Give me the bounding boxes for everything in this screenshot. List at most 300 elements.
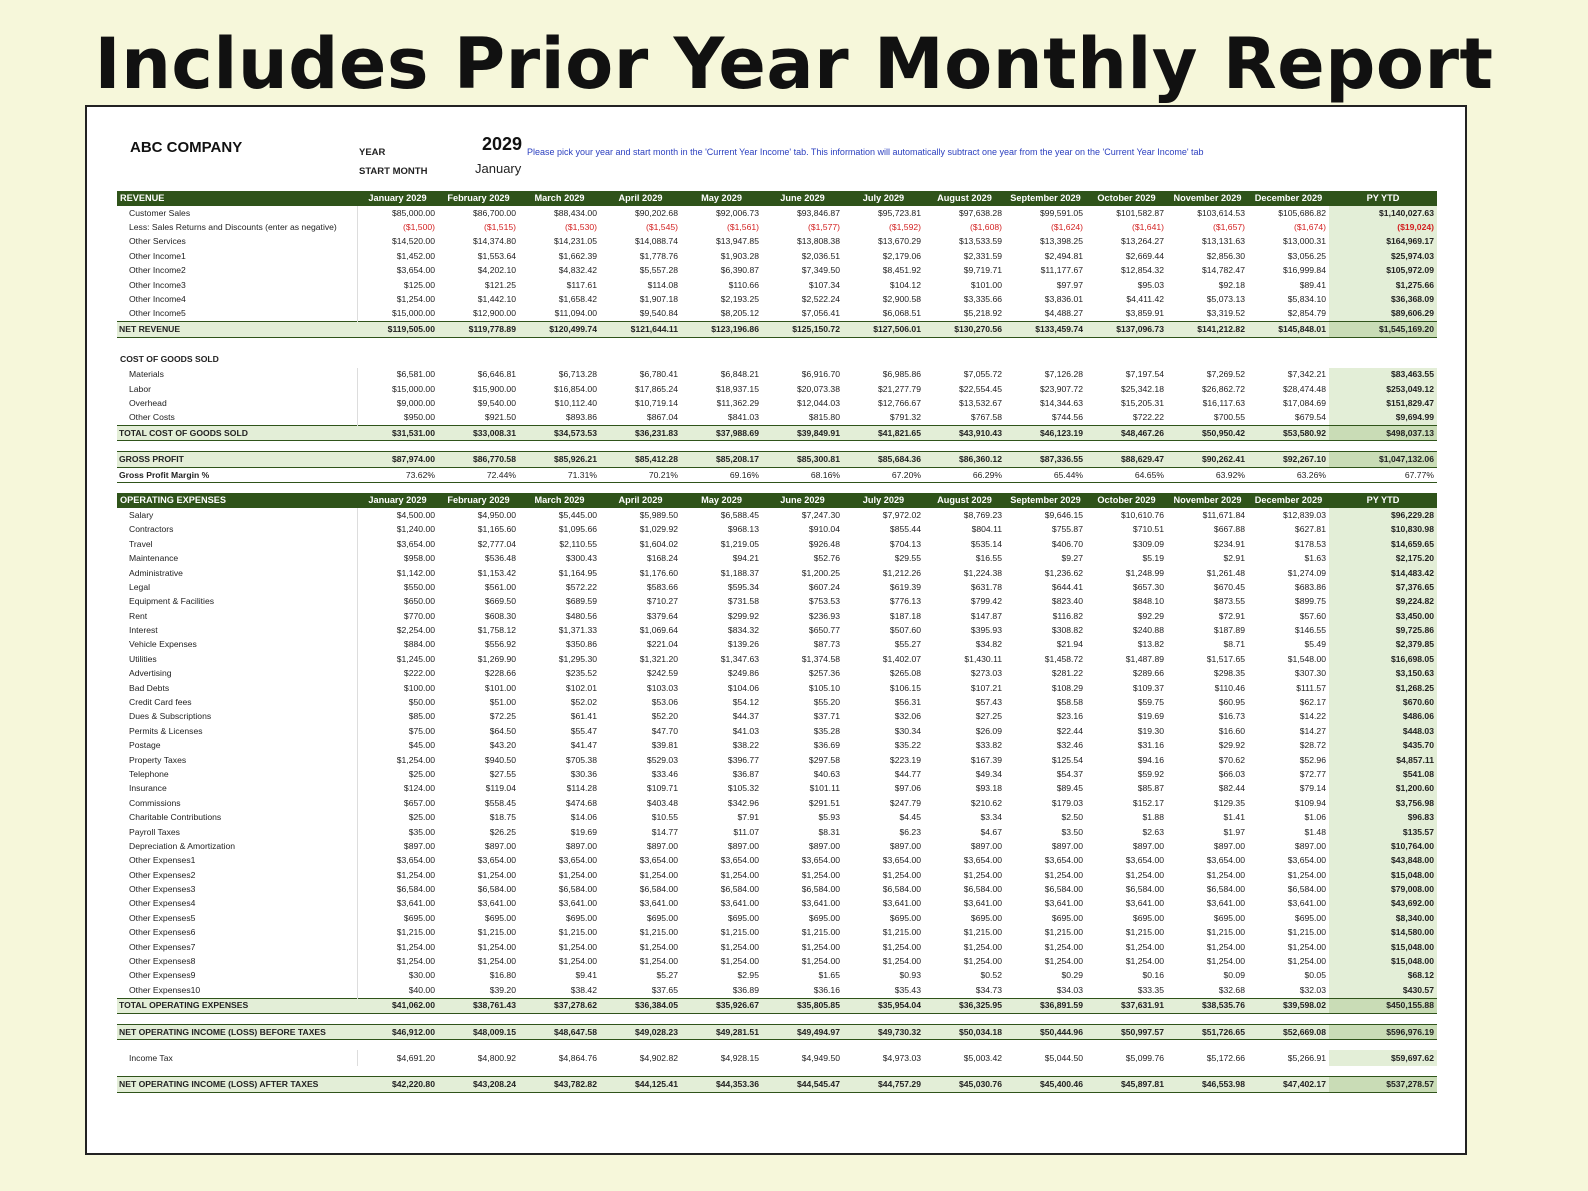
month-value-cell[interactable]: $223.19 bbox=[889, 754, 921, 765]
month-value-cell[interactable]: $109.94 bbox=[1294, 797, 1326, 808]
month-value-cell[interactable]: $10.55 bbox=[651, 812, 678, 823]
month-value-cell[interactable]: $179.03 bbox=[1051, 797, 1083, 808]
month-value-cell[interactable]: $14.22 bbox=[1299, 711, 1326, 722]
month-value-cell[interactable]: $22.44 bbox=[1056, 725, 1083, 736]
month-value-cell[interactable]: $5,003.42 bbox=[963, 1052, 1002, 1063]
month-value-cell[interactable]: $101,582.87 bbox=[1116, 207, 1164, 218]
month-value-cell[interactable]: $103,614.53 bbox=[1197, 207, 1245, 218]
month-value-cell[interactable]: $34.03 bbox=[1056, 984, 1083, 995]
month-value-cell[interactable]: $1,215.00 bbox=[477, 927, 516, 938]
month-value-cell[interactable]: $41.03 bbox=[732, 725, 759, 736]
month-value-cell[interactable]: $13,670.29 bbox=[877, 236, 921, 247]
month-value-cell[interactable]: $11,362.29 bbox=[716, 397, 759, 408]
month-value-cell[interactable]: $7,126.28 bbox=[1044, 369, 1083, 380]
month-value-cell[interactable]: $2,522.24 bbox=[801, 294, 840, 305]
month-value-cell[interactable]: $234.91 bbox=[1213, 538, 1245, 549]
month-value-cell[interactable]: $5,989.50 bbox=[639, 509, 678, 520]
month-value-cell[interactable]: $1,254.00 bbox=[1206, 956, 1245, 967]
month-value-cell[interactable]: $683.86 bbox=[1294, 581, 1326, 592]
month-value-cell[interactable]: $6,780.41 bbox=[639, 369, 678, 380]
month-value-cell[interactable]: $855.44 bbox=[889, 524, 921, 535]
month-value-cell[interactable]: $1,254.00 bbox=[963, 956, 1002, 967]
month-value-cell[interactable]: $187.89 bbox=[1213, 625, 1245, 636]
month-value-cell[interactable]: $695.00 bbox=[1294, 912, 1326, 923]
month-value-cell[interactable]: $13,533.59 bbox=[958, 236, 1002, 247]
month-value-cell[interactable]: ($1,657) bbox=[1212, 222, 1245, 233]
month-value-cell[interactable]: $93.18 bbox=[975, 783, 1002, 794]
month-value-cell[interactable]: $1,254.00 bbox=[801, 941, 840, 952]
month-value-cell[interactable]: $9.27 bbox=[1061, 553, 1083, 564]
month-value-cell[interactable]: $897.00 bbox=[970, 840, 1002, 851]
month-value-cell[interactable]: $3,319.52 bbox=[1206, 308, 1245, 319]
month-value-cell[interactable]: $689.59 bbox=[565, 596, 597, 607]
month-value-cell[interactable]: $3,641.00 bbox=[882, 898, 921, 909]
month-value-cell[interactable]: $403.48 bbox=[646, 797, 678, 808]
month-value-cell[interactable]: $657.30 bbox=[1132, 581, 1164, 592]
month-value-cell[interactable]: $88,434.00 bbox=[553, 207, 597, 218]
month-value-cell[interactable]: $0.52 bbox=[980, 970, 1002, 981]
month-value-cell[interactable]: $19.69 bbox=[1137, 711, 1164, 722]
month-value-cell[interactable]: $178.53 bbox=[1294, 538, 1326, 549]
month-value-cell[interactable]: $1,254.00 bbox=[396, 754, 435, 765]
month-value-cell[interactable]: $57.60 bbox=[1299, 610, 1326, 621]
month-value-cell[interactable]: $6,588.45 bbox=[720, 509, 759, 520]
month-value-cell[interactable]: $1,224.38 bbox=[963, 567, 1002, 578]
month-value-cell[interactable]: $1,254.00 bbox=[801, 956, 840, 967]
month-value-cell[interactable]: $104.06 bbox=[727, 682, 759, 693]
month-value-cell[interactable]: $247.79 bbox=[889, 797, 921, 808]
month-value-cell[interactable]: $607.24 bbox=[808, 581, 840, 592]
month-value-cell[interactable]: $51.00 bbox=[489, 697, 516, 708]
month-value-cell[interactable]: $107.34 bbox=[808, 279, 840, 290]
month-value-cell[interactable]: $90,202.68 bbox=[634, 207, 678, 218]
month-value-cell[interactable]: $1,254.00 bbox=[720, 869, 759, 880]
month-value-cell[interactable]: $3,056.25 bbox=[1287, 250, 1326, 261]
month-value-cell[interactable]: $0.29 bbox=[1061, 970, 1083, 981]
month-value-cell[interactable]: $848.10 bbox=[1132, 596, 1164, 607]
month-value-cell[interactable]: $921.50 bbox=[484, 412, 516, 423]
month-value-cell[interactable]: $32.68 bbox=[1218, 984, 1245, 995]
month-value-cell[interactable]: $695.00 bbox=[1213, 912, 1245, 923]
month-value-cell[interactable]: $39.81 bbox=[651, 740, 678, 751]
month-value-cell[interactable]: $4.45 bbox=[899, 812, 921, 823]
month-value-cell[interactable]: $72.91 bbox=[1218, 610, 1245, 621]
month-value-cell[interactable]: $4.67 bbox=[980, 826, 1002, 837]
month-value-cell[interactable]: $480.56 bbox=[565, 610, 597, 621]
month-value-cell[interactable]: $97.97 bbox=[1056, 279, 1083, 290]
month-value-cell[interactable]: ($1,674) bbox=[1293, 222, 1326, 233]
month-value-cell[interactable]: $650.77 bbox=[808, 625, 840, 636]
month-value-cell[interactable]: $791.32 bbox=[889, 412, 921, 423]
month-value-cell[interactable]: $753.53 bbox=[808, 596, 840, 607]
month-value-cell[interactable]: $1,295.30 bbox=[558, 653, 597, 664]
month-value-cell[interactable]: $1,374.58 bbox=[801, 653, 840, 664]
month-value-cell[interactable]: $744.56 bbox=[1051, 412, 1083, 423]
month-value-cell[interactable]: $44.37 bbox=[732, 711, 759, 722]
month-value-cell[interactable]: $3,641.00 bbox=[1206, 898, 1245, 909]
month-value-cell[interactable]: $1,200.25 bbox=[801, 567, 840, 578]
month-value-cell[interactable]: $1,452.00 bbox=[396, 250, 435, 261]
month-value-cell[interactable]: $1.65 bbox=[818, 970, 840, 981]
month-value-cell[interactable]: $38.22 bbox=[732, 740, 759, 751]
month-value-cell[interactable]: $13,532.67 bbox=[958, 397, 1002, 408]
month-value-cell[interactable]: $6,584.00 bbox=[558, 884, 597, 895]
month-value-cell[interactable]: $125.00 bbox=[403, 279, 435, 290]
month-value-cell[interactable]: $1,517.65 bbox=[1206, 653, 1245, 664]
month-value-cell[interactable]: $85,000.00 bbox=[391, 207, 435, 218]
month-value-cell[interactable]: $968.13 bbox=[727, 524, 759, 535]
month-value-cell[interactable]: $1,254.00 bbox=[477, 956, 516, 967]
month-value-cell[interactable]: $17,865.24 bbox=[634, 383, 678, 394]
month-value-cell[interactable]: $2,494.81 bbox=[1044, 250, 1083, 261]
month-value-cell[interactable]: $16,117.63 bbox=[1202, 397, 1245, 408]
month-value-cell[interactable]: $26,862.72 bbox=[1201, 383, 1245, 394]
month-value-cell[interactable]: $3,654.00 bbox=[396, 855, 435, 866]
month-value-cell[interactable]: $926.48 bbox=[808, 538, 840, 549]
month-value-cell[interactable]: $1,254.00 bbox=[1287, 869, 1326, 880]
month-value-cell[interactable]: $13,131.63 bbox=[1201, 236, 1245, 247]
month-value-cell[interactable]: $1,215.00 bbox=[801, 927, 840, 938]
month-value-cell[interactable]: $55.47 bbox=[570, 725, 597, 736]
month-value-cell[interactable]: $4,488.27 bbox=[1044, 308, 1083, 319]
month-value-cell[interactable]: $1,321.20 bbox=[639, 653, 678, 664]
month-value-cell[interactable]: $7.91 bbox=[737, 812, 759, 823]
month-value-cell[interactable]: $1,261.48 bbox=[1206, 567, 1245, 578]
month-value-cell[interactable]: $47.70 bbox=[651, 725, 678, 736]
month-value-cell[interactable]: $6.23 bbox=[899, 826, 921, 837]
month-value-cell[interactable]: $1,254.00 bbox=[639, 941, 678, 952]
month-value-cell[interactable]: $3,654.00 bbox=[882, 855, 921, 866]
month-value-cell[interactable]: $1,254.00 bbox=[801, 869, 840, 880]
month-value-cell[interactable]: $710.27 bbox=[646, 596, 678, 607]
month-value-cell[interactable]: $695.00 bbox=[808, 912, 840, 923]
month-value-cell[interactable]: $8,451.92 bbox=[882, 265, 921, 276]
month-value-cell[interactable]: $704.13 bbox=[889, 538, 921, 549]
month-value-cell[interactable]: $1,778.76 bbox=[639, 250, 678, 261]
month-value-cell[interactable]: $6,985.86 bbox=[882, 369, 921, 380]
month-value-cell[interactable]: $3,654.00 bbox=[720, 855, 759, 866]
month-value-cell[interactable]: $105.10 bbox=[808, 682, 840, 693]
month-value-cell[interactable]: $27.25 bbox=[975, 711, 1002, 722]
month-value-cell[interactable]: $1,254.00 bbox=[396, 956, 435, 967]
month-value-cell[interactable]: $57.43 bbox=[975, 697, 1002, 708]
month-value-cell[interactable]: $117.61 bbox=[566, 279, 597, 290]
month-value-cell[interactable]: $2,036.51 bbox=[801, 250, 840, 261]
month-value-cell[interactable]: ($1,641) bbox=[1131, 222, 1164, 233]
month-value-cell[interactable]: $19.69 bbox=[570, 826, 597, 837]
month-value-cell[interactable]: $34.82 bbox=[975, 639, 1002, 650]
month-value-cell[interactable]: $106.15 bbox=[889, 682, 921, 693]
month-value-cell[interactable]: $167.39 bbox=[970, 754, 1002, 765]
month-value-cell[interactable]: $2,110.55 bbox=[559, 538, 597, 549]
month-value-cell[interactable]: $1,402.07 bbox=[882, 653, 921, 664]
month-value-cell[interactable]: $15,000.00 bbox=[391, 383, 435, 394]
month-value-cell[interactable]: $58.58 bbox=[1056, 697, 1083, 708]
month-value-cell[interactable]: $31.16 bbox=[1137, 740, 1164, 751]
month-value-cell[interactable]: $105,686.82 bbox=[1278, 207, 1326, 218]
month-value-cell[interactable]: $3,641.00 bbox=[1044, 898, 1083, 909]
month-value-cell[interactable]: $35.22 bbox=[894, 740, 921, 751]
month-value-cell[interactable]: $34.73 bbox=[975, 984, 1002, 995]
month-value-cell[interactable]: $2.91 bbox=[1223, 553, 1245, 564]
month-value-cell[interactable]: $731.58 bbox=[727, 596, 759, 607]
month-value-cell[interactable]: $121.25 bbox=[484, 279, 516, 290]
month-value-cell[interactable]: $5,266.91 bbox=[1287, 1052, 1326, 1063]
month-value-cell[interactable]: $101.00 bbox=[970, 279, 1002, 290]
month-value-cell[interactable]: $3.50 bbox=[1061, 826, 1083, 837]
month-value-cell[interactable]: $834.32 bbox=[727, 625, 759, 636]
month-value-cell[interactable]: $16.80 bbox=[489, 970, 516, 981]
month-value-cell[interactable]: $257.36 bbox=[808, 668, 840, 679]
month-value-cell[interactable]: $710.51 bbox=[1132, 524, 1164, 535]
month-value-cell[interactable]: $1,164.95 bbox=[558, 567, 597, 578]
month-value-cell[interactable]: $26.25 bbox=[489, 826, 516, 837]
month-value-cell[interactable]: $107.21 bbox=[970, 682, 1002, 693]
month-value-cell[interactable]: $3,654.00 bbox=[1206, 855, 1245, 866]
month-value-cell[interactable]: $60.95 bbox=[1218, 697, 1245, 708]
month-value-cell[interactable]: $700.55 bbox=[1213, 412, 1245, 423]
month-value-cell[interactable]: $13,398.25 bbox=[1039, 236, 1083, 247]
month-value-cell[interactable]: $15,900.00 bbox=[472, 383, 516, 394]
month-value-cell[interactable]: $4,973.03 bbox=[882, 1052, 921, 1063]
month-value-cell[interactable]: $12,044.03 bbox=[796, 397, 840, 408]
month-value-cell[interactable]: $39.20 bbox=[489, 984, 516, 995]
month-value-cell[interactable]: $291.51 bbox=[808, 797, 840, 808]
month-value-cell[interactable]: $49.34 bbox=[975, 768, 1002, 779]
month-value-cell[interactable]: $36.89 bbox=[732, 984, 759, 995]
month-value-cell[interactable]: $14,520.00 bbox=[391, 236, 435, 247]
month-value-cell[interactable]: $97,638.28 bbox=[958, 207, 1002, 218]
month-value-cell[interactable]: $9,719.71 bbox=[963, 265, 1002, 276]
month-value-cell[interactable]: $406.70 bbox=[1051, 538, 1083, 549]
month-value-cell[interactable]: $309.09 bbox=[1132, 538, 1164, 549]
month-value-cell[interactable]: $950.00 bbox=[403, 412, 435, 423]
month-value-cell[interactable]: $4,832.42 bbox=[558, 265, 597, 276]
month-value-cell[interactable]: $1.88 bbox=[1142, 812, 1164, 823]
month-value-cell[interactable]: $1,254.00 bbox=[558, 869, 597, 880]
month-value-cell[interactable]: $1,095.66 bbox=[558, 524, 597, 535]
month-value-cell[interactable]: $101.11 bbox=[809, 783, 840, 794]
month-value-cell[interactable]: $19.30 bbox=[1137, 725, 1164, 736]
month-value-cell[interactable]: $147.87 bbox=[970, 610, 1002, 621]
month-value-cell[interactable]: $2,856.30 bbox=[1206, 250, 1245, 261]
month-value-cell[interactable]: $1,604.02 bbox=[639, 538, 678, 549]
month-value-cell[interactable]: $2.95 bbox=[737, 970, 759, 981]
month-value-cell[interactable]: $695.00 bbox=[1132, 912, 1164, 923]
month-value-cell[interactable]: $14,344.63 bbox=[1039, 397, 1083, 408]
month-value-cell[interactable]: $631.78 bbox=[970, 581, 1002, 592]
month-value-cell[interactable]: $1,254.00 bbox=[1287, 941, 1326, 952]
month-value-cell[interactable]: $3,654.00 bbox=[639, 855, 678, 866]
month-value-cell[interactable]: $1,274.09 bbox=[1287, 567, 1326, 578]
month-value-cell[interactable]: $1.06 bbox=[1304, 812, 1326, 823]
month-value-cell[interactable]: $1,658.42 bbox=[558, 294, 597, 305]
month-value-cell[interactable]: $7,056.41 bbox=[801, 308, 840, 319]
month-value-cell[interactable]: $3,641.00 bbox=[639, 898, 678, 909]
month-value-cell[interactable]: $535.14 bbox=[970, 538, 1002, 549]
month-value-cell[interactable]: $299.92 bbox=[727, 610, 759, 621]
month-value-cell[interactable]: $16.73 bbox=[1218, 711, 1245, 722]
month-value-cell[interactable]: $823.40 bbox=[1051, 596, 1083, 607]
month-value-cell[interactable]: $7,349.50 bbox=[801, 265, 840, 276]
month-value-cell[interactable]: $6,581.00 bbox=[396, 369, 435, 380]
month-value-cell[interactable]: $297.58 bbox=[808, 754, 840, 765]
month-value-cell[interactable]: $3,654.00 bbox=[1287, 855, 1326, 866]
month-value-cell[interactable]: $1.63 bbox=[1304, 553, 1326, 564]
month-value-cell[interactable]: $52.96 bbox=[1299, 754, 1326, 765]
month-value-cell[interactable]: $884.00 bbox=[403, 639, 435, 650]
month-value-cell[interactable]: $104.12 bbox=[889, 279, 921, 290]
month-value-cell[interactable]: $124.00 bbox=[403, 783, 435, 794]
month-value-cell[interactable]: $1,254.00 bbox=[639, 869, 678, 880]
month-value-cell[interactable]: $6,584.00 bbox=[1125, 884, 1164, 895]
month-value-cell[interactable]: $550.00 bbox=[403, 581, 435, 592]
month-value-cell[interactable]: $59.92 bbox=[1137, 768, 1164, 779]
month-value-cell[interactable]: $36.69 bbox=[813, 740, 840, 751]
month-value-cell[interactable]: $1,165.60 bbox=[477, 524, 516, 535]
month-value-cell[interactable]: $572.22 bbox=[565, 581, 597, 592]
month-value-cell[interactable]: $54.37 bbox=[1056, 768, 1083, 779]
month-value-cell[interactable]: $1,254.00 bbox=[963, 941, 1002, 952]
month-value-cell[interactable]: $7,342.21 bbox=[1287, 369, 1326, 380]
month-value-cell[interactable]: $8,769.23 bbox=[963, 509, 1002, 520]
month-value-cell[interactable]: $110.66 bbox=[728, 279, 759, 290]
month-value-cell[interactable]: $53.06 bbox=[651, 697, 678, 708]
month-value-cell[interactable]: $94.21 bbox=[732, 553, 759, 564]
month-value-cell[interactable]: $595.34 bbox=[727, 581, 759, 592]
month-value-cell[interactable]: $3,836.01 bbox=[1044, 294, 1083, 305]
month-value-cell[interactable]: $114.28 bbox=[566, 783, 597, 794]
month-value-cell[interactable]: $1.41 bbox=[1223, 812, 1245, 823]
month-value-cell[interactable]: $1,758.12 bbox=[477, 625, 516, 636]
month-value-cell[interactable]: $1,254.00 bbox=[1287, 956, 1326, 967]
month-value-cell[interactable]: $1,254.00 bbox=[1125, 869, 1164, 880]
month-value-cell[interactable]: $281.22 bbox=[1051, 668, 1083, 679]
month-value-cell[interactable]: $82.44 bbox=[1218, 783, 1245, 794]
month-value-cell[interactable]: $95.03 bbox=[1137, 279, 1164, 290]
month-value-cell[interactable]: $8.71 bbox=[1223, 639, 1245, 650]
month-value-cell[interactable]: ($1,608) bbox=[969, 222, 1002, 233]
month-value-cell[interactable]: $1,903.28 bbox=[720, 250, 759, 261]
month-value-cell[interactable]: $102.01 bbox=[565, 682, 597, 693]
month-value-cell[interactable]: $1,254.00 bbox=[558, 941, 597, 952]
month-value-cell[interactable]: $33.82 bbox=[975, 740, 1002, 751]
month-value-cell[interactable]: $240.88 bbox=[1132, 625, 1164, 636]
month-value-cell[interactable]: $755.87 bbox=[1051, 524, 1083, 535]
month-value-cell[interactable]: $116.82 bbox=[1052, 610, 1083, 621]
month-value-cell[interactable]: $3,654.00 bbox=[477, 855, 516, 866]
month-value-cell[interactable]: $6,848.21 bbox=[720, 369, 759, 380]
month-value-cell[interactable]: $1,254.00 bbox=[963, 869, 1002, 880]
month-value-cell[interactable]: $897.00 bbox=[727, 840, 759, 851]
month-value-cell[interactable]: ($1,577) bbox=[807, 222, 840, 233]
month-value-cell[interactable]: $146.55 bbox=[1294, 625, 1326, 636]
month-value-cell[interactable]: $72.77 bbox=[1299, 768, 1326, 779]
month-value-cell[interactable]: $32.06 bbox=[894, 711, 921, 722]
month-value-cell[interactable]: $1,662.39 bbox=[558, 250, 597, 261]
month-value-cell[interactable]: $3,654.00 bbox=[396, 265, 435, 276]
month-value-cell[interactable]: $2,331.59 bbox=[963, 250, 1002, 261]
month-value-cell[interactable]: $608.30 bbox=[484, 610, 516, 621]
month-value-cell[interactable]: $14,231.05 bbox=[553, 236, 597, 247]
month-value-cell[interactable]: $10,719.14 bbox=[634, 397, 678, 408]
month-value-cell[interactable]: $5.27 bbox=[656, 970, 678, 981]
month-value-cell[interactable]: $7,269.52 bbox=[1206, 369, 1245, 380]
month-value-cell[interactable]: $92.29 bbox=[1137, 610, 1164, 621]
month-value-cell[interactable]: $6,584.00 bbox=[1044, 884, 1083, 895]
month-value-cell[interactable]: $350.86 bbox=[565, 639, 597, 650]
month-value-cell[interactable]: $13.82 bbox=[1137, 639, 1164, 650]
month-value-cell[interactable]: $1,254.00 bbox=[1206, 869, 1245, 880]
month-value-cell[interactable]: $25.00 bbox=[408, 768, 435, 779]
month-value-cell[interactable]: $11.07 bbox=[733, 826, 759, 837]
month-value-cell[interactable]: $669.50 bbox=[484, 596, 516, 607]
month-value-cell[interactable]: $1,254.00 bbox=[882, 869, 921, 880]
month-value-cell[interactable]: $108.29 bbox=[1051, 682, 1083, 693]
month-value-cell[interactable]: $897.00 bbox=[565, 840, 597, 851]
month-value-cell[interactable]: $1,215.00 bbox=[639, 927, 678, 938]
month-value-cell[interactable]: $5,073.13 bbox=[1206, 294, 1245, 305]
month-value-cell[interactable]: $1,245.00 bbox=[396, 653, 435, 664]
month-value-cell[interactable]: $6,584.00 bbox=[720, 884, 759, 895]
month-value-cell[interactable]: $1,254.00 bbox=[1125, 941, 1164, 952]
month-value-cell[interactable]: $14,782.47 bbox=[1201, 265, 1245, 276]
month-value-cell[interactable]: $1,248.99 bbox=[1125, 567, 1164, 578]
month-value-cell[interactable]: $265.08 bbox=[889, 668, 921, 679]
month-value-cell[interactable]: $7,197.54 bbox=[1125, 369, 1164, 380]
month-value-cell[interactable]: $3.34 bbox=[980, 812, 1002, 823]
month-value-cell[interactable]: $3,654.00 bbox=[1125, 855, 1164, 866]
month-value-cell[interactable]: $8,205.12 bbox=[720, 308, 759, 319]
month-value-cell[interactable]: $23,907.72 bbox=[1039, 383, 1083, 394]
month-value-cell[interactable]: $474.68 bbox=[565, 797, 597, 808]
month-value-cell[interactable]: $1,215.00 bbox=[1206, 927, 1245, 938]
month-value-cell[interactable]: $722.22 bbox=[1132, 412, 1164, 423]
month-value-cell[interactable]: $395.93 bbox=[970, 625, 1002, 636]
month-value-cell[interactable]: $1,153.42 bbox=[477, 567, 516, 578]
month-value-cell[interactable]: $22,554.45 bbox=[958, 383, 1002, 394]
month-value-cell[interactable]: $12,766.67 bbox=[877, 397, 921, 408]
month-value-cell[interactable]: $6,584.00 bbox=[1287, 884, 1326, 895]
month-value-cell[interactable]: $7,247.30 bbox=[801, 509, 840, 520]
month-value-cell[interactable]: $0.09 bbox=[1223, 970, 1245, 981]
month-value-cell[interactable]: $3,641.00 bbox=[963, 898, 1002, 909]
month-value-cell[interactable]: ($1,561) bbox=[726, 222, 759, 233]
month-value-cell[interactable]: $644.41 bbox=[1051, 581, 1083, 592]
month-value-cell[interactable]: $5,099.76 bbox=[1125, 1052, 1164, 1063]
month-value-cell[interactable]: $25.00 bbox=[408, 812, 435, 823]
month-value-cell[interactable]: $1,487.89 bbox=[1125, 653, 1164, 664]
month-value-cell[interactable]: $70.62 bbox=[1218, 754, 1245, 765]
month-value-cell[interactable]: $670.45 bbox=[1213, 581, 1245, 592]
month-value-cell[interactable]: $1,240.00 bbox=[396, 524, 435, 535]
month-value-cell[interactable]: $1,254.00 bbox=[1125, 956, 1164, 967]
month-value-cell[interactable]: $52.76 bbox=[813, 553, 840, 564]
month-value-cell[interactable]: $1,219.05 bbox=[720, 538, 759, 549]
month-value-cell[interactable]: $1,254.00 bbox=[396, 941, 435, 952]
month-value-cell[interactable]: $101.00 bbox=[484, 682, 516, 693]
month-value-cell[interactable]: $45.00 bbox=[408, 740, 435, 751]
month-value-cell[interactable]: $85.87 bbox=[1137, 783, 1164, 794]
month-value-cell[interactable]: $6,584.00 bbox=[477, 884, 516, 895]
month-value-cell[interactable]: $221.04 bbox=[646, 639, 678, 650]
month-value-cell[interactable]: $1,254.00 bbox=[1044, 956, 1083, 967]
month-value-cell[interactable]: $103.03 bbox=[646, 682, 678, 693]
month-value-cell[interactable]: $210.62 bbox=[970, 797, 1002, 808]
month-value-cell[interactable]: $897.00 bbox=[646, 840, 678, 851]
month-value-cell[interactable]: $1,212.26 bbox=[882, 567, 921, 578]
month-value-cell[interactable]: $561.00 bbox=[484, 581, 516, 592]
